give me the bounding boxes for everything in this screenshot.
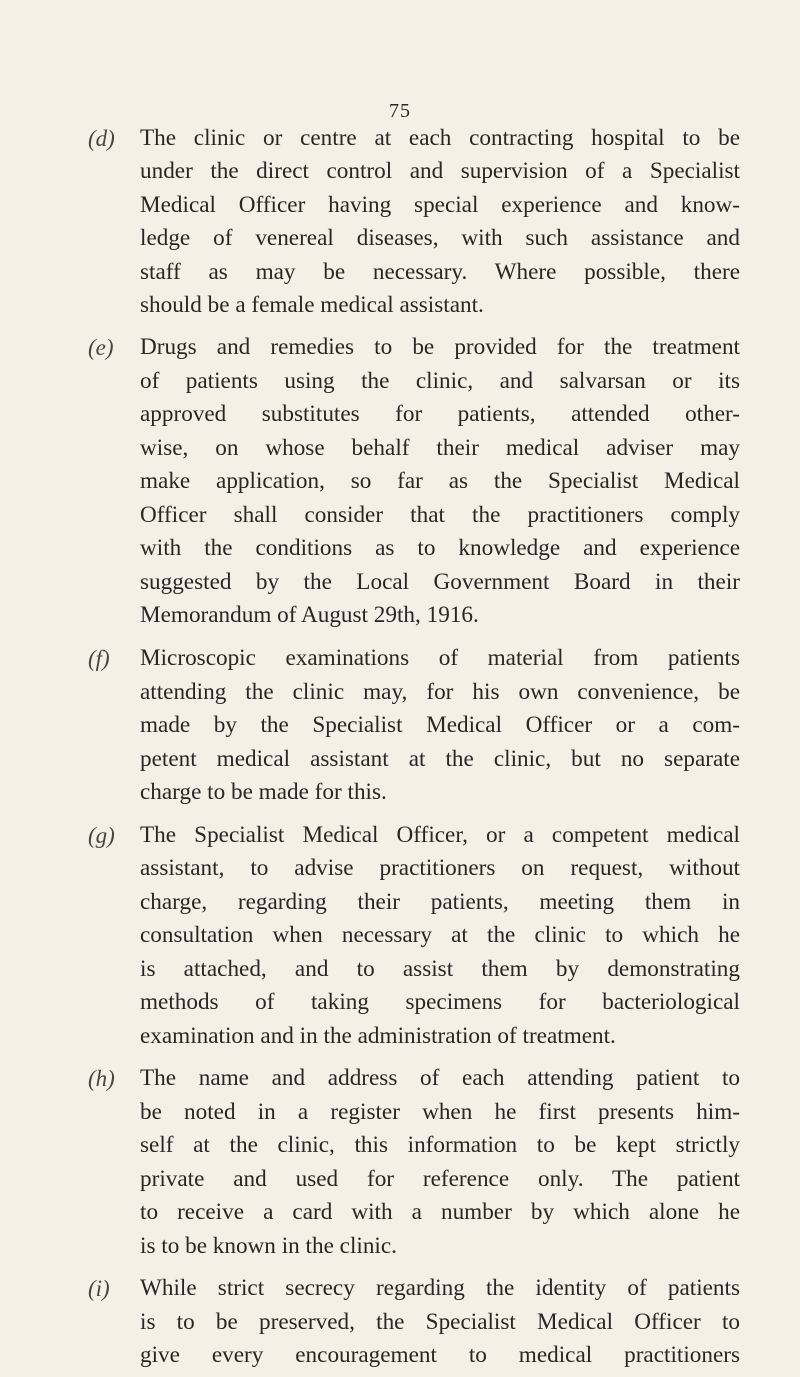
text-line: wise, on whose behalf their medical adviser may [140,434,740,461]
text-line: charge, regarding their patients, meeting them in [140,888,740,915]
text-line: private and used for reference only. The patient [140,1165,740,1192]
text-line: staff as may be necessary. Where possible, there [140,258,740,285]
clause-label: (h) [88,1066,115,1092]
text-line: be noted in a register when he first presents him- [140,1098,740,1125]
text-line: suggested by the Local Government Board in their [140,568,740,595]
text-line: petent medical assistant at the clinic, but no separate [140,745,740,772]
clause-i [88,1272,740,1373]
clause-g [88,819,740,1054]
text-line: The Specialist Medical Officer, or a competent medical [140,821,740,848]
clause-label: (d) [88,125,115,151]
page-number: 75 [389,100,411,122]
text-line: self at the clinic, this information to be kept strictly [140,1132,740,1159]
clause-label: (i) [88,1276,110,1301]
text-line: The clinic or centre at each contracting hospital to be [140,124,740,151]
clause-label: (f) [88,646,110,671]
text-line: The name and address of each attending patient to [140,1065,740,1092]
text-line: Microscopic examinations of material from patients [140,645,740,671]
text-line: to receive a card with a number by which alone he [140,1199,740,1226]
text-line: consultation when necessary at the clinic to which he [140,922,740,949]
clause-d [88,122,740,323]
text-line: Medical Officer having special experience and know- [140,191,740,218]
text-line: methods of taking specimens for bacteriological [140,989,740,1016]
text-line: made by the Specialist Medical Officer or a com- [140,712,740,738]
text-line: make application, so far as the Specialist Medical [140,468,740,495]
text-line: Drugs and remedies to be provided for the treatment [140,334,740,361]
text-line: under the direct control and supervision of a Specialist [140,158,740,185]
text-line: is attached, and to assist them by demonstrating [140,955,740,982]
clause-label: (g) [88,822,115,848]
clause-f [88,642,740,810]
text-line: give every encouragement to medical practitioners [140,1342,740,1368]
text-line: is to be preserved, the Specialist Medical Officer to [140,1308,740,1335]
text-line: charge to be made for this. [140,779,387,805]
text-line: Officer shall consider that the practitioners comply [140,501,740,528]
text-line: While strict secrecy regarding the identity of patients [140,1275,740,1301]
clause-label: (e) [88,335,114,361]
clause-h [88,1062,740,1263]
clause-e [88,331,740,633]
text-line: of patients using the clinic, and salvarsan or its [140,367,740,394]
text-line: attending the clinic may, for his own convenience, be [140,678,740,705]
text-line: with the conditions as to knowledge and experience [140,535,740,562]
text-line: Memorandum of August 29th, 1916. [140,602,479,629]
text-line: examination and in the administration of treatment. [140,1022,616,1049]
text-line: assistant, to advise practitioners on request, without [140,855,740,882]
text-line: is to be known in the clinic. [140,1232,397,1259]
text-line: approved substitutes for patients, attended other- [140,401,740,428]
text-line: ledge of venereal diseases, with such assistance and [140,225,740,252]
text-line: should be a female medical assistant. [140,292,484,319]
